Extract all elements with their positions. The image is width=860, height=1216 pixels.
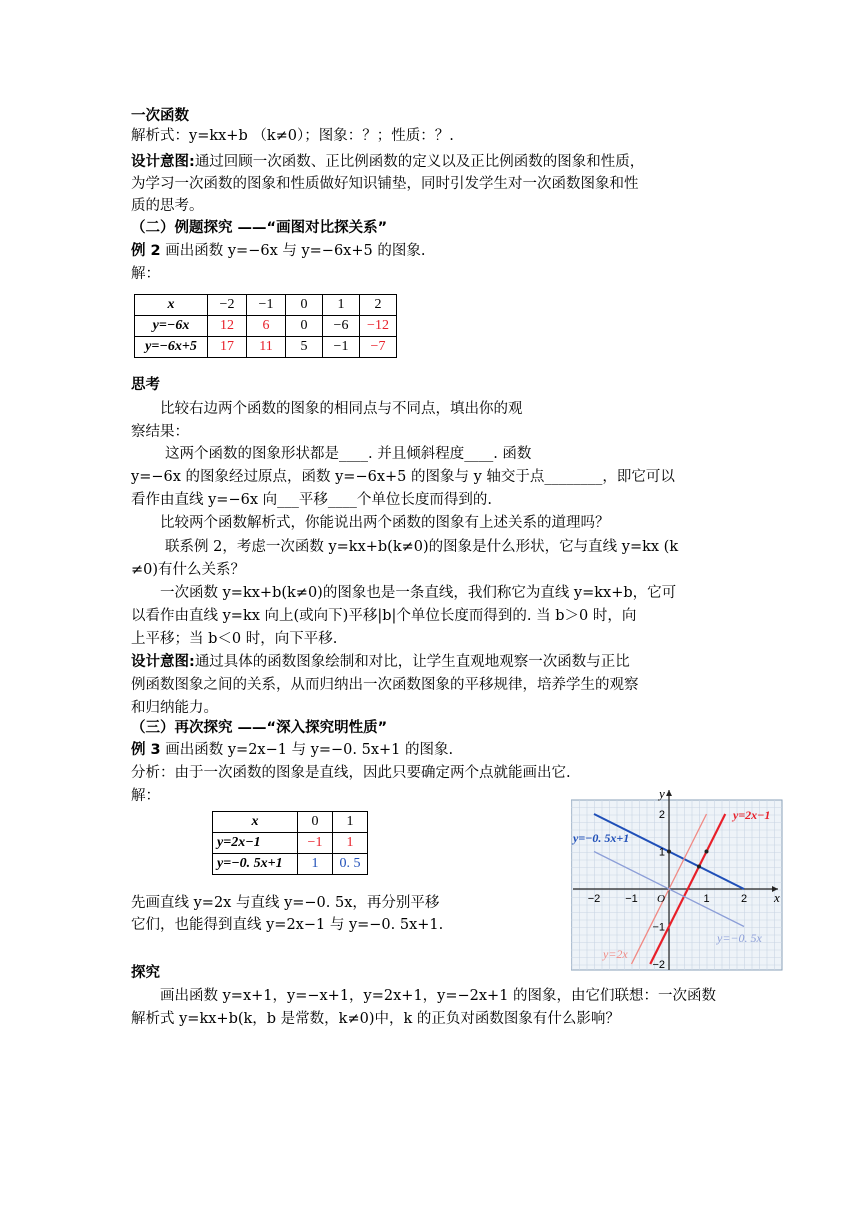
table-row bbox=[213, 854, 368, 875]
label: 例 2 bbox=[131, 243, 161, 259]
label: 例 3 bbox=[131, 742, 161, 758]
coordinate-plot bbox=[571, 786, 784, 972]
text-line: 先画直线 y=2x 与直线 y=−0. 5x，再分别平移 bbox=[131, 895, 440, 911]
label-y-2x: y=2x bbox=[603, 947, 628, 961]
table-cell: 0 bbox=[298, 812, 333, 833]
example-2 bbox=[131, 241, 425, 261]
table-cell: −2 bbox=[208, 295, 247, 316]
x-tick-label: −2 bbox=[587, 893, 601, 905]
text-line: 它们，也能得到直线 y=2x−1 与 y=−0. 5x+1. bbox=[131, 917, 444, 933]
table-cell: 0 bbox=[286, 316, 323, 337]
y-tick-label: −2 bbox=[652, 959, 665, 971]
example-2-value-table bbox=[134, 294, 397, 358]
design-intent-1 bbox=[131, 152, 644, 172]
text: 通过具体的函数图象绘制和对比，让学生直观地观察一次函数与正比 bbox=[194, 654, 630, 670]
text-line: y=−6x 的图象经过原点，函数 y=−6x+5 的图象与 y 轴交于点________，即它可以 bbox=[131, 469, 675, 485]
text-line: 解： bbox=[131, 266, 160, 282]
text-line: 察结果： bbox=[131, 424, 189, 440]
x-tick-label: 2 bbox=[740, 893, 748, 905]
table-row bbox=[135, 337, 397, 358]
table-cell: y=−6x bbox=[135, 316, 208, 337]
table-cell: 1 bbox=[298, 854, 333, 875]
text-line: 联系例 2，考虑一次函数 y=kx+b(k≠0)的图象是什么形状，它与直线 y=kx (k bbox=[165, 539, 679, 555]
table-cell: 1 bbox=[323, 295, 360, 316]
table-cell: 1 bbox=[333, 812, 368, 833]
table-cell: y=−0. 5x+1 bbox=[213, 854, 298, 875]
text-line: ≠0)有什么关系？ bbox=[131, 562, 246, 578]
text-line: 一次函数 y=kx+b(k≠0)的图象也是一条直线，我们称它为直线 y=kx+b，它可 bbox=[160, 585, 677, 601]
table-cell: −12 bbox=[360, 316, 397, 337]
point-marker bbox=[667, 850, 671, 854]
table-cell: 11 bbox=[247, 337, 286, 358]
y-axis-label: y bbox=[659, 786, 665, 801]
text-line: 分析：由于一次函数的图象是直线，因此只要确定两个点就能画出它. bbox=[131, 765, 571, 781]
table-row bbox=[213, 812, 368, 833]
x-axis-label: x bbox=[774, 890, 780, 905]
text: 画出函数 y=2x−1 与 y=−0. 5x+1 的图象. bbox=[160, 742, 454, 758]
table-cell: −1 bbox=[298, 833, 333, 854]
text-line: 看作由直线 y=−6x 向___平移____个单位长度而得到的. bbox=[131, 492, 492, 508]
table-cell: −7 bbox=[360, 337, 397, 358]
table-cell: 12 bbox=[208, 316, 247, 337]
table-cell: 6 bbox=[247, 316, 286, 337]
example-3 bbox=[131, 740, 453, 760]
text-line: 例函数图象之间的关系，从而归纳出一次函数图象的平移规律，培养学生的观察 bbox=[131, 677, 639, 693]
table-cell: −6 bbox=[323, 316, 360, 337]
x-tick-label: 1 bbox=[703, 893, 710, 905]
text-line: 这两个函数的图象形状都是____. 并且倾斜程度____. 函数 bbox=[165, 446, 532, 462]
table-cell: 2 bbox=[360, 295, 397, 316]
table-cell: y=2x−1 bbox=[213, 833, 298, 854]
section-heading-2: （二）例题探究 ——“画图对比探关系” bbox=[131, 220, 388, 236]
label-y-neg05x-1: y=−0. 5x+1 bbox=[573, 831, 630, 845]
think-heading: 思考 bbox=[131, 377, 160, 393]
table-cell: 5 bbox=[286, 337, 323, 358]
table-cell: 1 bbox=[333, 833, 368, 854]
text: 通过回顾一次函数、正比例函数的定义以及正比例函数的图象和性质， bbox=[194, 154, 645, 170]
label-y-neg05x: y=−0. 5x bbox=[717, 931, 762, 945]
section-heading-3: （三）再次探究 ——“深入探究明性质” bbox=[131, 720, 388, 736]
text-line: 和归纳能力。 bbox=[131, 700, 218, 716]
example-3-value-table bbox=[212, 811, 368, 875]
table-cell: y=−6x+5 bbox=[135, 337, 208, 358]
text-line: 画出函数 y=x+1，y=−x+1，y=2x+1，y=−2x+1 的图象，由它们联想：一次函数 bbox=[160, 988, 717, 1004]
point-marker bbox=[705, 850, 709, 854]
x-tick-label: −1 bbox=[625, 893, 638, 905]
text-line: 解析式：y=kx+b （k≠0）；图象：？；性质：？. bbox=[131, 128, 454, 144]
table-row bbox=[135, 295, 397, 316]
label: 设计意图: bbox=[131, 154, 195, 170]
label: 设计意图: bbox=[131, 654, 195, 670]
text: 画出函数 y=−6x 与 y=−6x+5 的图象. bbox=[160, 243, 426, 259]
table-cell: 0. 5 bbox=[333, 854, 368, 875]
table-cell: 0 bbox=[286, 295, 323, 316]
text-line: 为学习一次函数的图象和性质做好知识铺垫，同时引发学生对一次函数图象和性 bbox=[131, 176, 639, 192]
label-y-2x-1: y=2x−1 bbox=[733, 808, 771, 822]
text-line: 比较右边两个函数的图象的相同点与不同点，填出你的观 bbox=[160, 401, 523, 417]
text-line: 比较两个函数解析式，你能说出两个函数的图象有上述关系的道理吗？ bbox=[160, 515, 610, 531]
design-intent-2 bbox=[131, 652, 630, 672]
table-cell: x bbox=[135, 295, 208, 316]
text-line: 解析式 y=kx+b(k，b 是常数，k≠0)中，k 的正负对函数图象有什么影响？ bbox=[131, 1011, 620, 1027]
table-cell: −1 bbox=[323, 337, 360, 358]
y-tick-label: 1 bbox=[658, 846, 665, 859]
y-tick-label: −1 bbox=[652, 921, 665, 934]
table-row bbox=[213, 833, 368, 854]
table-cell: −1 bbox=[247, 295, 286, 316]
text-line: 解： bbox=[131, 788, 160, 804]
point-marker bbox=[697, 865, 701, 869]
explore-heading: 探究 bbox=[131, 965, 160, 981]
text-line: 质的思考。 bbox=[131, 198, 204, 214]
origin-label: O bbox=[657, 893, 665, 905]
text-line: 以看作由直线 y=kx 向上(或向下)平移|b|个单位长度而得到的. 当 b＞0 时，向 bbox=[131, 608, 637, 624]
table-row bbox=[135, 316, 397, 337]
heading-linear-function: 一次函数 bbox=[131, 108, 189, 124]
table-cell: x bbox=[213, 812, 298, 833]
y-tick-label: 2 bbox=[658, 809, 665, 821]
table-cell: 17 bbox=[208, 337, 247, 358]
y-axis-arrow bbox=[666, 790, 672, 796]
text-line: 上平移；当 b＜0 时，向下平移. bbox=[131, 631, 338, 647]
